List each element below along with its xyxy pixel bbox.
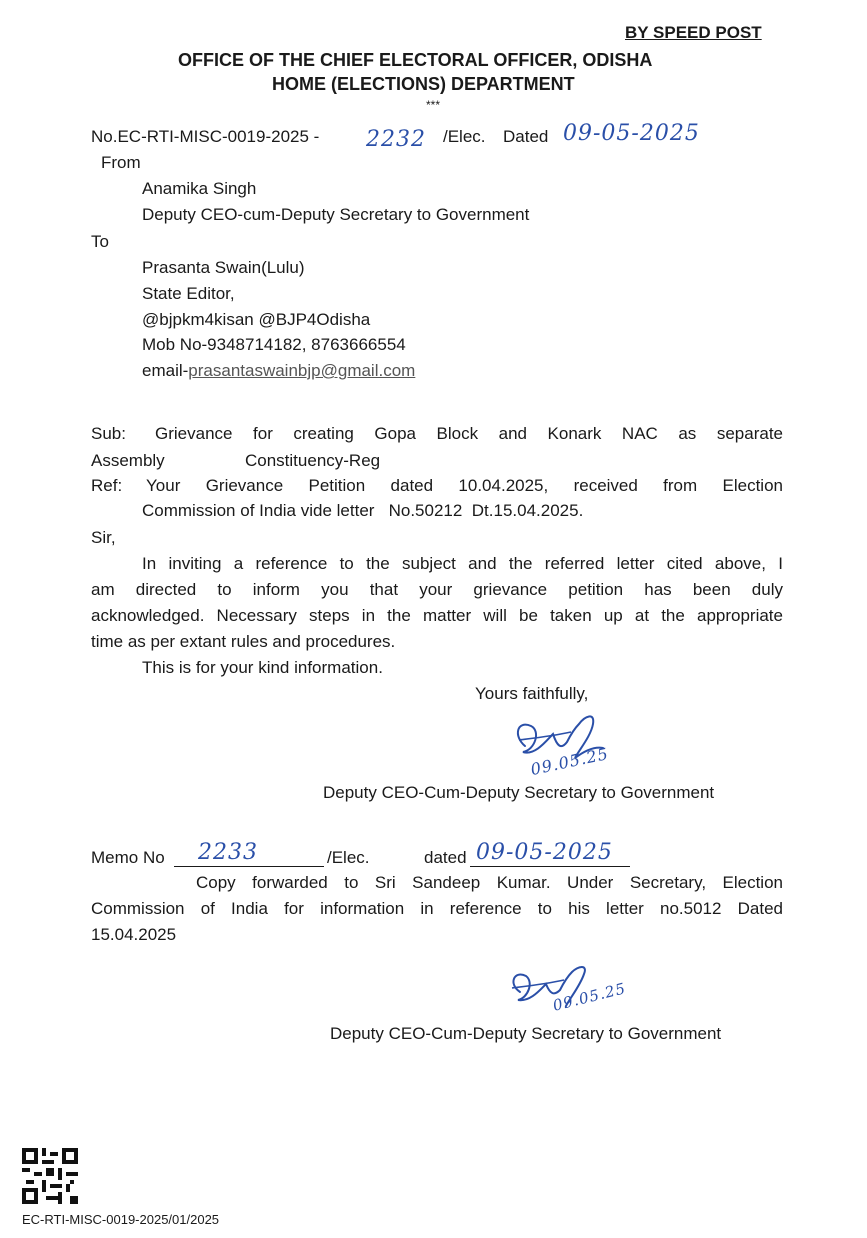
- body-line3: acknowledged. Necessary steps in the matter will be taken up at the appropriate: [91, 606, 783, 625]
- memo-line2: Commission of India for information in reference to his letter no.5012 Dated: [91, 899, 783, 918]
- recipient-mobile: Mob No-9348714182, 8763666554: [142, 335, 406, 354]
- subject-line2b: Constituency-Reg: [245, 451, 381, 470]
- office-title: OFFICE OF THE CHIEF ELECTORAL OFFICER, ODISHA: [178, 50, 653, 70]
- sign-off: Yours faithfully,: [475, 684, 589, 703]
- to-label: To: [91, 232, 109, 251]
- subject-label: Sub:: [91, 424, 126, 443]
- memo-label: Memo No: [91, 848, 165, 867]
- handwritten-memo-date: 09-05-2025: [476, 840, 613, 865]
- letter-number: No.EC-RTI-MISC-0019-2025 -: [91, 127, 320, 146]
- subject-line1: Grievance for creating Gopa Block and Konark NAC as separate: [155, 424, 783, 443]
- body-line4: time as per extant rules and procedures.: [91, 632, 396, 651]
- signature-1-date: 09.05.25: [528, 743, 611, 780]
- signature-1-designation: Deputy CEO-Cum-Deputy Secretary to Government: [323, 783, 715, 802]
- memo-line3: 15.04.2025: [91, 925, 177, 944]
- reference-label: Ref:: [91, 476, 123, 495]
- sender-name: Anamika Singh: [142, 179, 257, 198]
- memo-dated-label: dated: [424, 848, 467, 867]
- body-line2: am directed to inform you that your grievance petition has been duly: [91, 580, 783, 599]
- dispatch-mode: BY SPEED POST: [625, 23, 762, 42]
- handwritten-letter-number: 2232: [366, 127, 426, 152]
- from-label: From: [101, 153, 141, 172]
- recipient-name: Prasanta Swain(Lulu): [142, 258, 305, 277]
- subject-line2a: Assembly: [91, 451, 165, 470]
- signature-1-scribble: [505, 706, 635, 784]
- email-link[interactable]: prasantaswainbjp@gmail.com: [188, 361, 416, 380]
- dated-label: Dated: [503, 127, 549, 146]
- recipient-title: State Editor,: [142, 284, 235, 303]
- qr-code-icon: [22, 1148, 78, 1209]
- signature-2-date: 09.05.25: [550, 979, 628, 1015]
- handwritten-memo-number: 2233: [198, 840, 258, 865]
- body-line1: In inviting a reference to the subject and the referred letter cited above, I: [142, 554, 783, 573]
- letter-suffix: /Elec.: [443, 127, 486, 146]
- memo-line1: Copy forwarded to Sri Sandeep Kumar. Under Secretary, Election: [196, 873, 783, 892]
- email-label: email-: [142, 361, 189, 380]
- department-title: HOME (ELECTIONS) DEPARTMENT: [272, 74, 575, 94]
- sender-designation: Deputy CEO-cum-Deputy Secretary to Government: [142, 205, 530, 224]
- memo-number-blank: [174, 866, 324, 867]
- memo-suffix: /Elec.: [327, 848, 370, 867]
- memo-date-blank: [470, 866, 630, 867]
- reference-line1: Your Grievance Petition dated 10.04.2025, received from Election: [146, 476, 783, 495]
- document-code: EC-RTI-MISC-0019-2025/01/2025: [22, 1212, 220, 1227]
- salutation: Sir,: [91, 528, 116, 547]
- closing-line: This is for your kind information.: [142, 658, 383, 677]
- recipient-email-line: [142, 361, 415, 381]
- recipient-handles: @bjpkm4kisan @BJP4Odisha: [142, 310, 371, 329]
- reference-line2: Commission of India vide letter No.50212 Dt.15.04.2025.: [142, 501, 584, 520]
- signature-2-designation: Deputy CEO-Cum-Deputy Secretary to Government: [330, 1024, 722, 1043]
- signature-1: [505, 706, 635, 784]
- handwritten-letter-date: 09-05-2025: [563, 121, 700, 146]
- header-stars: ***: [426, 98, 441, 112]
